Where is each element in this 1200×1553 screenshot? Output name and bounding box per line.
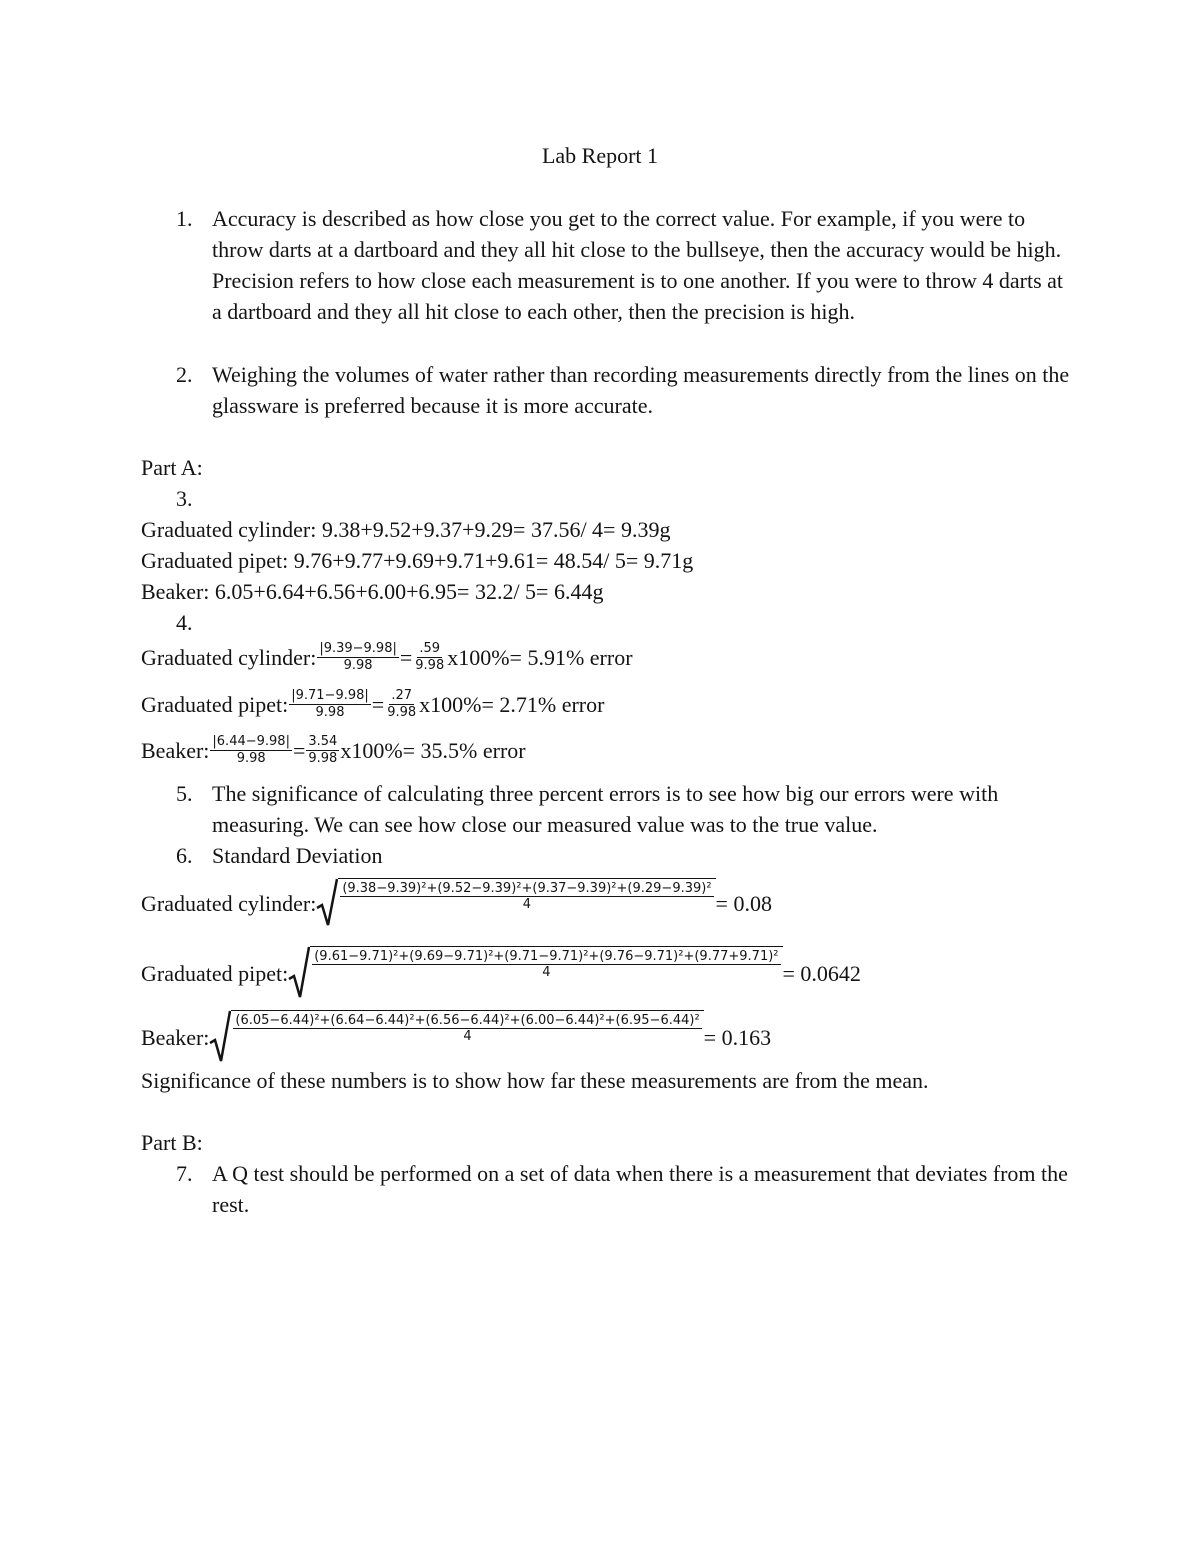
equation-result: x100%= 2.71% error xyxy=(419,692,605,718)
percent-error-cylinder xyxy=(141,640,633,674)
std-dev-cylinder xyxy=(141,878,772,928)
std-dev-pipet xyxy=(141,946,861,1000)
fraction-numerator: .59 xyxy=(419,641,441,657)
part-a-heading: Part A: xyxy=(141,455,203,480)
list-number: 3. xyxy=(176,486,193,511)
fraction xyxy=(413,641,446,674)
list-item-text: Weighing the volumes of water rather than recording measurements directly from the lines on the glassware is preferred because it is more accurate. xyxy=(212,362,1070,418)
equation-label: Graduated pipet: xyxy=(141,960,289,986)
radicand-denominator: 4 xyxy=(542,965,551,980)
list-item-text: Standard Deviation xyxy=(212,843,383,868)
fraction xyxy=(385,688,418,721)
percent-error-beaker xyxy=(141,733,526,767)
radical-sign-icon xyxy=(209,1010,231,1064)
radical-sign-icon xyxy=(316,878,338,928)
equation-result: = 0.0642 xyxy=(782,960,861,986)
fraction-numerator: |9.71−9.98| xyxy=(291,688,369,704)
fraction-denominator: 9.98 xyxy=(236,751,266,767)
list-number: 5. xyxy=(176,781,193,806)
equation-result: = 0.08 xyxy=(715,890,772,916)
list-item-text: The significance of calculating three percent errors is to see how big our errors were with measuring. We can see how close our measured value was to the true value. xyxy=(212,781,999,837)
list-item-text: Accuracy is described as how close you get to the correct value. For example, if you were to throw darts at a dartboard and they all hit close to the bullseye, then the accuracy would be high. Precision refers to how close each measurement is to one another. If you were to throw 4 darts at a dartboard and they all hit close to each other, then the precision is high. xyxy=(212,206,1064,324)
fraction-denominator: 9.98 xyxy=(315,705,345,721)
equation-result: x100%= 5.91% error xyxy=(447,645,633,671)
equals-sign: = xyxy=(292,738,306,764)
fraction-numerator: 3.54 xyxy=(308,734,338,750)
radicand-numerator: (9.61−9.71)²+(9.69−9.71)²+(9.71−9.71)²+(9.76−9.71)²+(9.77+9.71)² xyxy=(314,949,779,964)
mean-line-cylinder: Graduated cylinder: 9.38+9.52+9.37+9.29= 37.56/ 4= 9.39g xyxy=(141,517,671,542)
fraction-denominator: 9.98 xyxy=(415,658,445,674)
part-b-heading: Part B: xyxy=(141,1130,203,1155)
radicand-numerator: (6.05−6.44)²+(6.64−6.44)²+(6.56−6.44)²+(6.00−6.44)²+(6.95−6.44)² xyxy=(235,1013,700,1028)
radical-sign-icon xyxy=(288,946,310,1000)
fraction-numerator: |9.39−9.98| xyxy=(319,641,397,657)
fraction-numerator: .27 xyxy=(391,688,413,704)
radicand-numerator: (9.38−9.39)²+(9.52−9.39)²+(9.37−9.39)²+(9.29−9.39)² xyxy=(342,881,712,896)
fraction xyxy=(306,734,339,767)
radicand-denominator: 4 xyxy=(463,1029,472,1044)
list-number: 7. xyxy=(176,1161,193,1186)
list-number: 6. xyxy=(176,843,193,868)
equals-sign: = xyxy=(371,692,385,718)
fraction-numerator: |6.44−9.98| xyxy=(212,734,290,750)
equation-label: Graduated cylinder: xyxy=(141,645,317,671)
fraction-denominator: 9.98 xyxy=(387,705,417,721)
significance-text: Significance of these numbers is to show how far these measurements are from the mean. xyxy=(141,1068,929,1093)
fraction xyxy=(289,688,371,721)
list-item-text: A Q test should be performed on a set of data when there is a measurement that deviates from the rest. xyxy=(212,1161,1068,1217)
std-dev-beaker xyxy=(141,1010,771,1064)
list-number: 2. xyxy=(176,362,193,387)
equation-label: Beaker: xyxy=(141,738,210,764)
percent-error-pipet xyxy=(141,687,604,721)
fraction-denominator: 9.98 xyxy=(308,751,338,767)
square-root xyxy=(209,1010,703,1064)
radicand-denominator: 4 xyxy=(522,897,532,912)
equation-result: = 0.163 xyxy=(703,1024,772,1050)
square-root xyxy=(288,946,782,1000)
list-number: 4. xyxy=(176,610,193,635)
fraction-denominator: 9.98 xyxy=(343,658,373,674)
fraction xyxy=(317,641,399,674)
list-number: 1. xyxy=(176,206,193,231)
square-root xyxy=(316,878,715,928)
equation-result: x100%= 35.5% error xyxy=(340,738,526,764)
equation-label: Graduated pipet: xyxy=(141,692,289,718)
mean-line-pipet: Graduated pipet: 9.76+9.77+9.69+9.71+9.61= 48.54/ 5= 9.71g xyxy=(141,548,694,573)
page-title: Lab Report 1 xyxy=(541,143,659,168)
mean-line-beaker: Beaker: 6.05+6.64+6.56+6.00+6.95= 32.2/ 5= 6.44g xyxy=(141,579,604,604)
fraction xyxy=(210,734,292,767)
equation-label: Beaker: xyxy=(141,1024,210,1050)
equals-sign: = xyxy=(399,645,413,671)
equation-label: Graduated cylinder: xyxy=(141,890,317,916)
